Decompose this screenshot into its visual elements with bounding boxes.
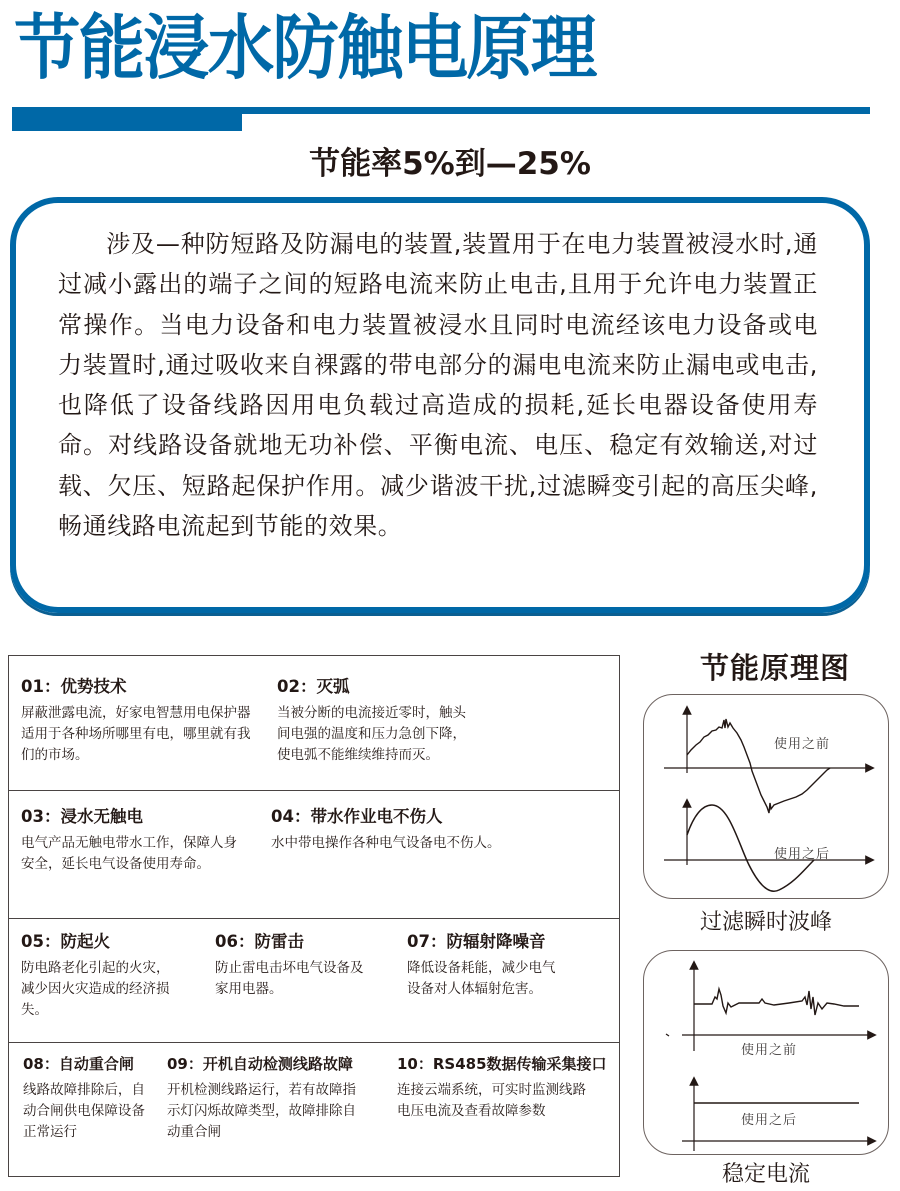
features-row: [9, 918, 619, 1044]
diagram-title: 节能原理图: [699, 651, 850, 685]
intro-paragraph: [58, 224, 818, 546]
feature-title: 09：开机自动检测线路故障: [167, 1055, 353, 1073]
waveform-caption: 过滤瞬时波峰: [699, 910, 832, 935]
feature-item: [407, 931, 557, 1000]
feature-item: [21, 931, 171, 1021]
feature-desc: 防止雷电击坏电气设备及家用电器。: [215, 960, 364, 997]
feature-desc: 屏蔽泄露电流，好家电智慧用电保护器适用于各种场所哪里有电，哪里就有我们的市场。: [21, 705, 251, 763]
page-title: 节能浸水防触电原理: [14, 7, 596, 89]
feature-title: 04：带水作业电不伤人: [271, 807, 443, 826]
after-label: 使用之后: [741, 1113, 798, 1128]
feature-desc: 开机检测线路运行，若有故障指示灯闪烁故障类型，故障排除自动重合闸: [167, 1082, 356, 1140]
feature-desc: 降低设备耗能，减少电气设备对人体辐射危害。: [407, 960, 556, 997]
feature-item: [23, 1053, 145, 1143]
feature-desc: 当被分断的电流接近零时，触头间电强的温度和压力急创下降，使电弧不能维续维持而灭。: [277, 705, 466, 763]
feature-title: 05：防起火: [21, 932, 110, 951]
before-label: 使用之前: [774, 737, 831, 752]
feature-desc: 线路故障排除后，自动合闸供电保障设备正常运行: [23, 1082, 145, 1140]
before-label: 使用之前: [741, 1043, 798, 1058]
feature-item: [271, 806, 591, 854]
energy-saving-rate: 节能率5%到—25%: [309, 146, 591, 182]
current-diagram: [643, 950, 889, 1155]
feature-item: [277, 676, 477, 766]
feature-title: 07：防辐射降噪音: [407, 932, 546, 951]
title-underline-accent: [12, 107, 242, 131]
feature-item: [167, 1053, 359, 1143]
feature-item: [21, 806, 239, 875]
feature-title: 10：RS485数据传输采集接口: [397, 1055, 607, 1073]
feature-item: [215, 931, 375, 1000]
feature-item: [397, 1053, 607, 1122]
feature-desc: 电气产品无触电带水工作，保障人身安全，延长电气设备使用寿命。: [21, 835, 237, 872]
feature-title: 03：浸水无触电: [21, 807, 143, 826]
features-row: [9, 790, 619, 919]
feature-desc: 水中带电操作各种电气设备电不伤人。: [271, 835, 501, 851]
current-caption: 稳定电流: [721, 1162, 810, 1187]
after-label: 使用之后: [774, 847, 831, 862]
intro-text: 涉及—种防短路及防漏电的装置,装置用于在电力装置被浸水时,通过减小露出的端子之间的短路电流来防止电击,且用于允许电力装置正常操作。当电力设备和电力装置被浸水且同时电流经该电力设备或电力装置时,通过吸收来自裸露的带电部分的漏电电流来防止漏电或电击,也降低了设备线路因用电负载过高造成的损耗,延长电器设备使用寿命。对线路设备就地无功补偿、平衡电流、电压、稳定有效输送,对过载、欠压、短路起保护作用。减少谐波干扰,过滤瞬变引起的高压尖峰,畅通线路电流起到节能的效果。: [58, 230, 818, 541]
waveform-diagram: [643, 694, 889, 899]
feature-title: 01：优势技术: [21, 677, 127, 696]
feature-title: 08：自动重合闸: [23, 1055, 134, 1073]
feature-item: [21, 676, 251, 766]
feature-title: 06：防雷击: [215, 932, 304, 951]
feature-desc: 防电路老化引起的火灾，减少因火灾造成的经济损失。: [21, 960, 170, 1018]
feature-desc: 连接云端系统，可实时监测线路电压电流及查看故障参数: [397, 1082, 586, 1119]
feature-title: 02：灭弧: [277, 677, 350, 696]
features-table: [8, 655, 620, 1177]
features-row: [9, 656, 619, 791]
features-row: [9, 1042, 619, 1177]
waveform-svg: [644, 695, 890, 900]
